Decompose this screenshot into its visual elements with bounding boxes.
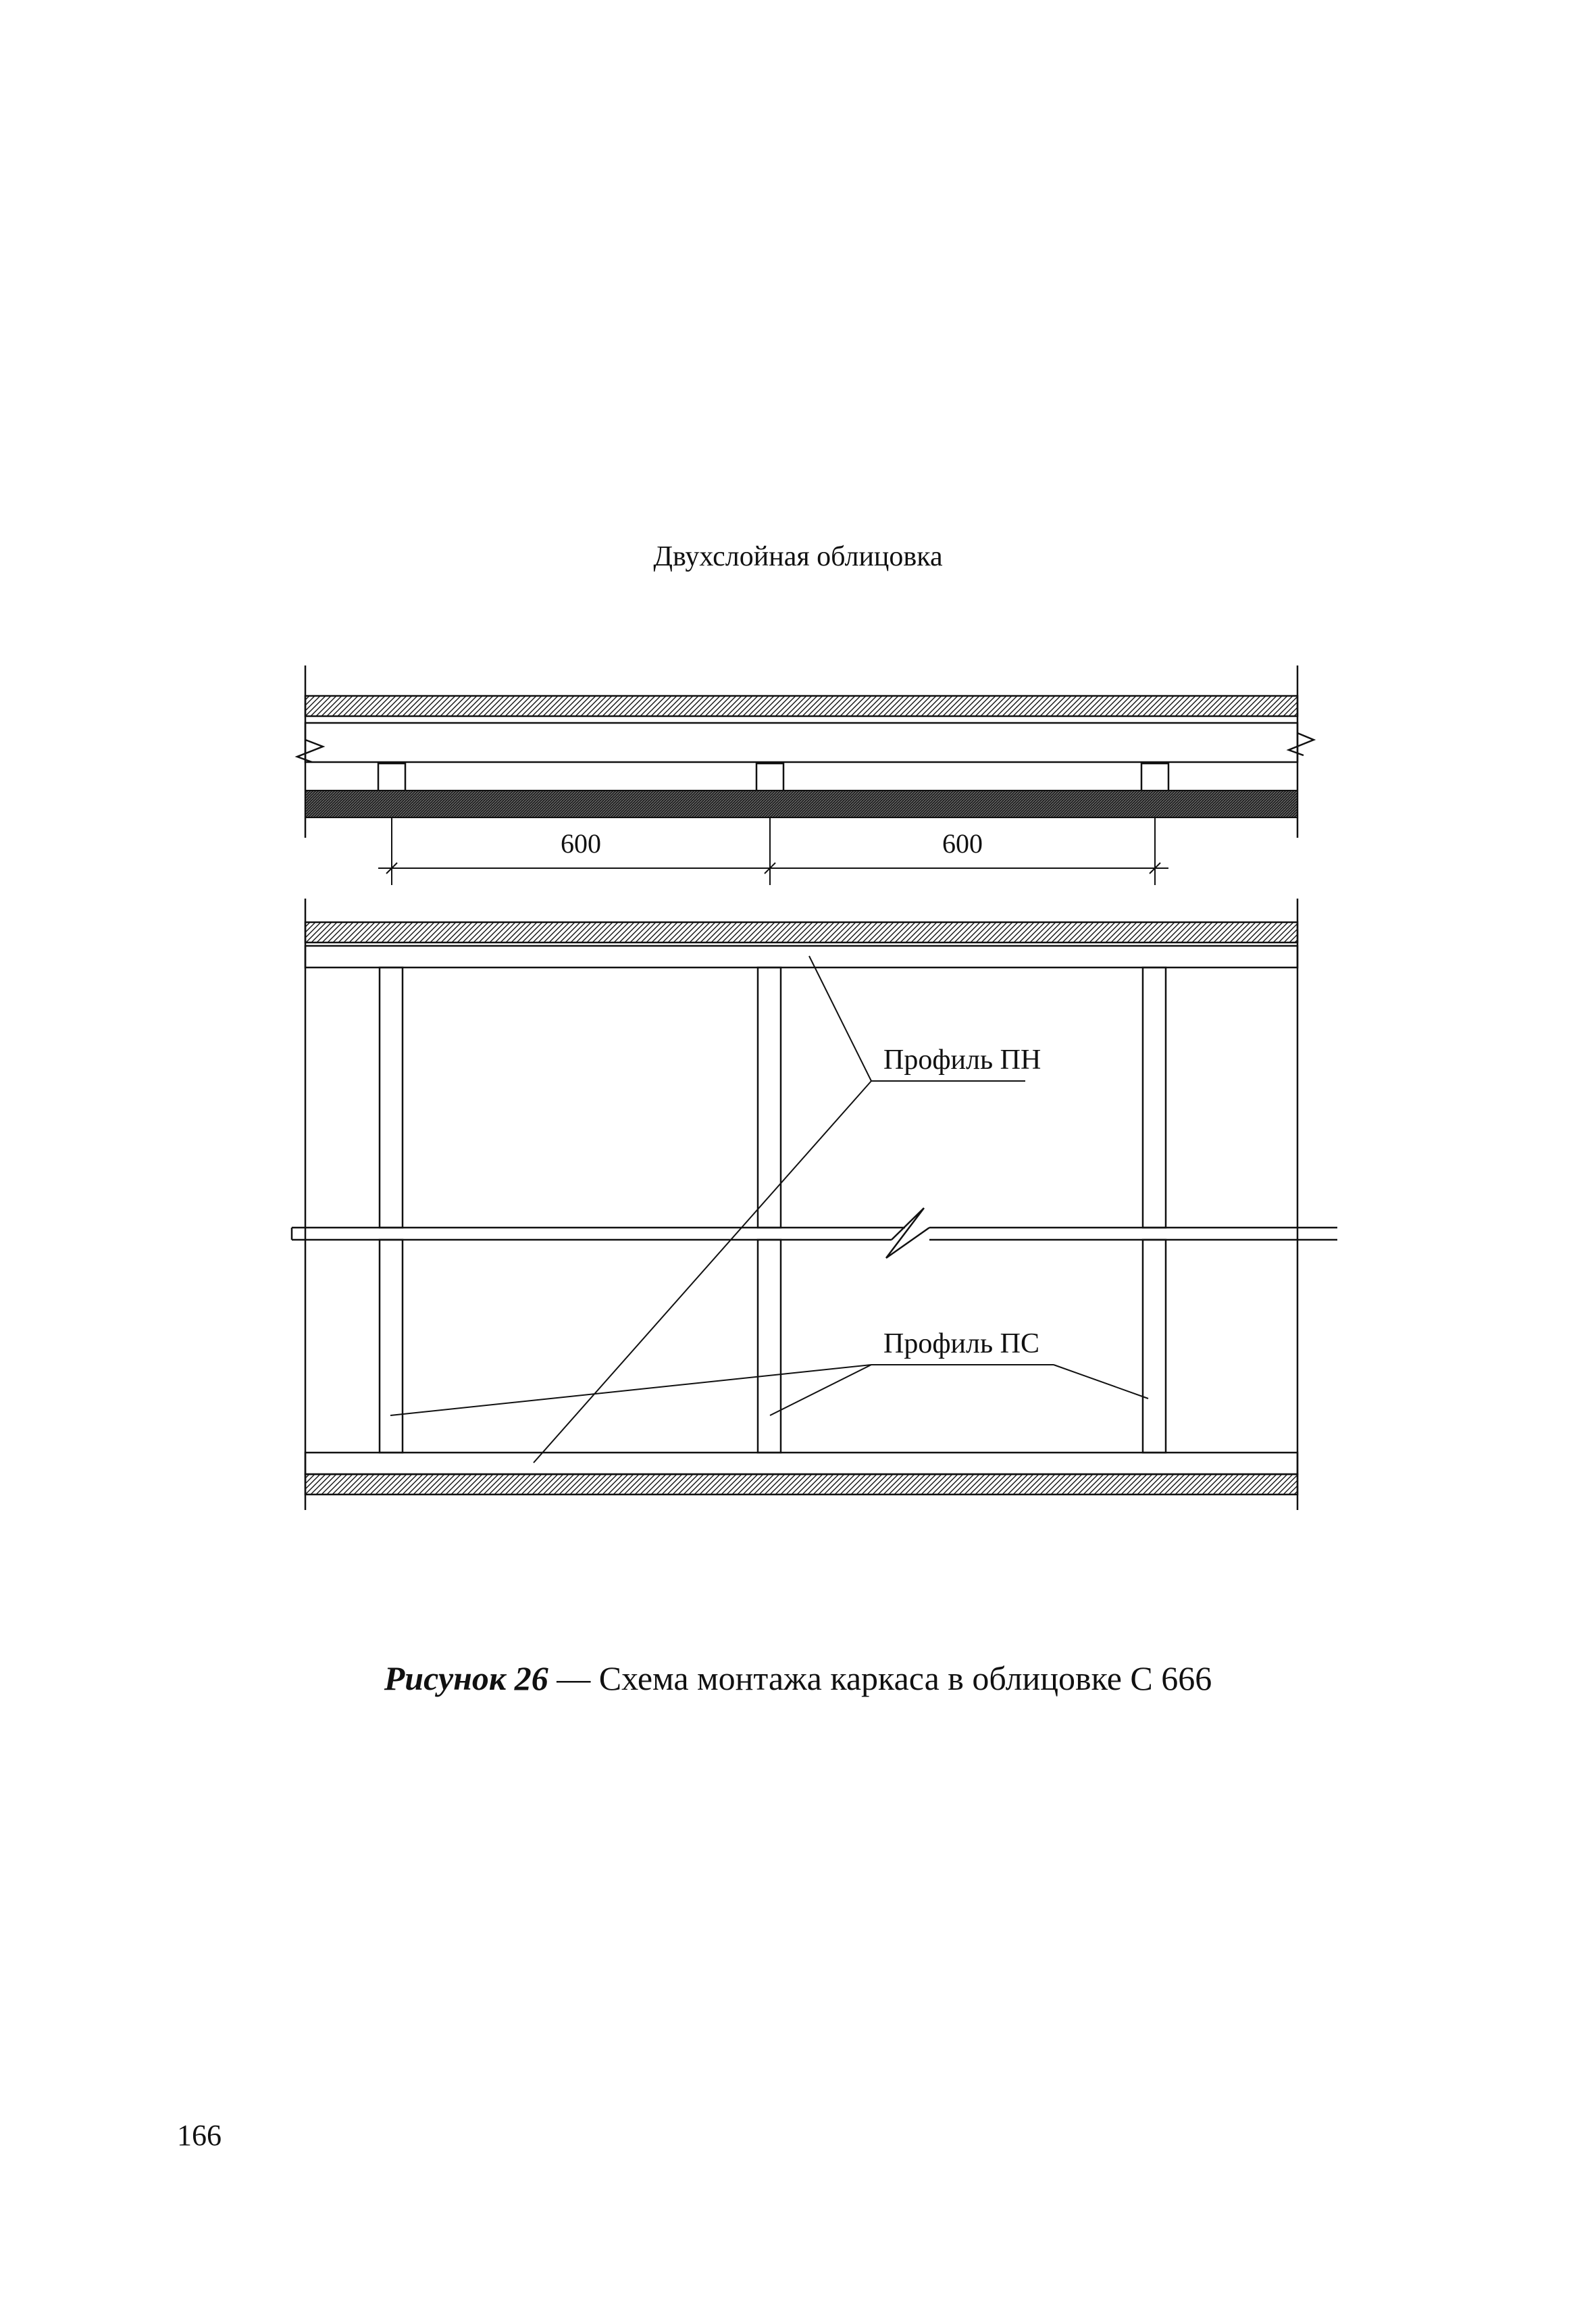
figure-caption-lead: Рисунок 26 — [384, 1659, 548, 1697]
callout-label-profile-ps: Профиль ПС — [883, 1328, 1039, 1359]
top-track-profile-pn — [305, 946, 1297, 967]
plan-profile-bracket-1 — [378, 763, 405, 790]
figure-caption-text: — Схема монтажа каркаса в облицовке С 666 — [548, 1659, 1212, 1697]
dimension-label-2: 600 — [942, 828, 983, 859]
break-zigzag-symbol — [886, 1208, 929, 1258]
plan-break-left — [297, 740, 323, 762]
horizontal-break-band — [292, 1208, 1337, 1258]
elevation-view — [292, 899, 1337, 1510]
floor-hatched-band — [305, 1474, 1297, 1494]
callout-label-profile-pn: Профиль ПН — [883, 1045, 1041, 1076]
leader-lines-ps — [390, 1365, 1148, 1415]
plan-profile-bracket-3 — [1141, 763, 1168, 790]
dimension-label-1: 600 — [561, 828, 601, 859]
plan-dimension-line — [378, 818, 1168, 885]
figure-caption — [0, 1659, 1596, 1698]
ceiling-hatched-band — [305, 922, 1297, 942]
plan-view — [297, 665, 1314, 885]
diagram-title: Двухслойная облицовка — [653, 541, 943, 572]
plan-cavity — [305, 723, 1297, 762]
plan-board-top-hatched — [305, 696, 1297, 716]
stud-right-lower — [1143, 1240, 1166, 1453]
stud-left-upper — [380, 967, 403, 1228]
stud-left-lower — [380, 1240, 403, 1453]
plan-break-right — [1289, 733, 1314, 755]
leader-lines-pn — [534, 956, 1025, 1463]
stud-right-upper — [1143, 967, 1166, 1228]
plan-board-bottom-dense — [305, 790, 1297, 818]
plan-profile-bracket-2 — [756, 763, 783, 790]
plan-profile-brackets — [378, 763, 1168, 790]
page-number: 166 — [177, 2119, 222, 2152]
stud-middle-lower — [758, 1240, 781, 1453]
bottom-track-profile-pn — [305, 1453, 1297, 1474]
stud-middle-upper — [758, 967, 781, 1228]
